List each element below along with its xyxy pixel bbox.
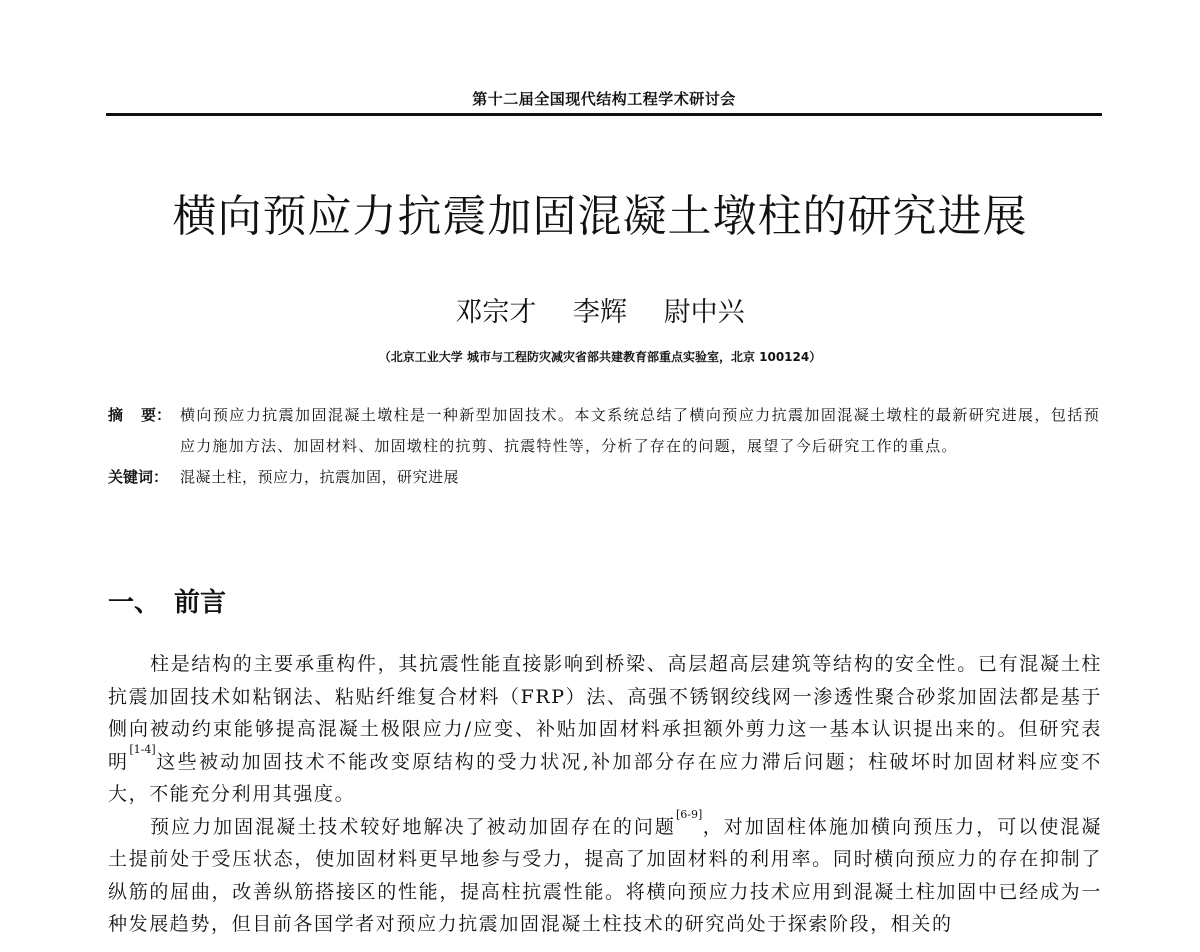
paragraph bbox=[108, 807, 1102, 941]
running-head: 第十二届全国现代结构工程学术研讨会 bbox=[472, 90, 736, 108]
paragraph-text: 柱是结构的主要承重构件，其抗震性能直接影响到桥梁、高层超高层建筑等结构的安全性。已有混凝土柱抗震加固技术如粘钢法、粘贴纤维复合材料（FRP）法、高强不锈钢绞线网一渗透性聚合砂浆加固法都是基于侧向被动约束能够提高混凝土极限应力/应变、补贴加固材料承担额外剪力这一基本认识提出来的。但研究表明 bbox=[108, 653, 1102, 773]
header-rule bbox=[106, 113, 1102, 116]
section-heading bbox=[108, 582, 226, 619]
author-name: 尉中兴 bbox=[663, 297, 745, 328]
abstract-label-part2: 要： bbox=[141, 406, 172, 424]
keywords-label: 关键词： bbox=[108, 468, 169, 486]
abstract-label bbox=[108, 400, 180, 462]
citation-ref: [6-9] bbox=[675, 807, 703, 821]
abstract-text: 横向预应力抗震加固混凝土墩柱是一种新型加固技术。本文系统总结了横向预应力抗震加固混凝土墩柱的最新研究进展，包括预应力施加方法、加固材料、加固墩柱的抗剪、抗震特性等，分析了存在的问题，展望了今后研究工作的重点。 bbox=[180, 406, 1100, 455]
author-name: 邓宗才 bbox=[455, 297, 537, 328]
paragraph-text: ，对加固柱体施加横向预压力，可以使混凝土提前处于受压状态，使加固材料更早地参与受力，提高了加固材料的利用率。同时横向预应力的存在抑制了纵筋的屈曲，改善纵筋搭接区的性能，提高柱抗震性能。将横向预应力技术应用到混凝土柱加固中已经成为一种发展趋势，但目前各国学者对预应力抗震加固混凝土柱技术的研究尚处于探索阶段，相关的 bbox=[108, 815, 1102, 935]
author-name: 李辉 bbox=[573, 297, 627, 328]
body-text bbox=[108, 648, 1102, 941]
keywords-text: 混凝土柱，预应力，抗震加固，研究进展 bbox=[180, 468, 460, 486]
section-title: 前言 bbox=[174, 588, 227, 618]
abstract-label-part1: 摘 bbox=[108, 406, 124, 424]
paper-title: 横向预应力抗震加固混凝土墩柱的研究进展 bbox=[172, 191, 1028, 242]
author-list bbox=[100, 290, 1100, 329]
section-number: 一、 bbox=[108, 588, 161, 618]
paragraph bbox=[108, 648, 1102, 811]
citation-ref: [1-4] bbox=[129, 742, 156, 756]
affiliation: （北京工业大学 城市与工程防灾减灾省部共建教育部重点实验室，北京 100124） bbox=[378, 350, 822, 364]
paragraph-text: 这些被动加固技术不能改变原结构的受力状况,补加部分存在应力滞后问题；柱破坏时加固材料应变不大，不能充分利用其强度。 bbox=[108, 750, 1102, 805]
paragraph-text: 预应力加固混凝土技术较好地解决了被动加固存在的问题 bbox=[150, 815, 676, 838]
abstract-block bbox=[108, 400, 1100, 493]
